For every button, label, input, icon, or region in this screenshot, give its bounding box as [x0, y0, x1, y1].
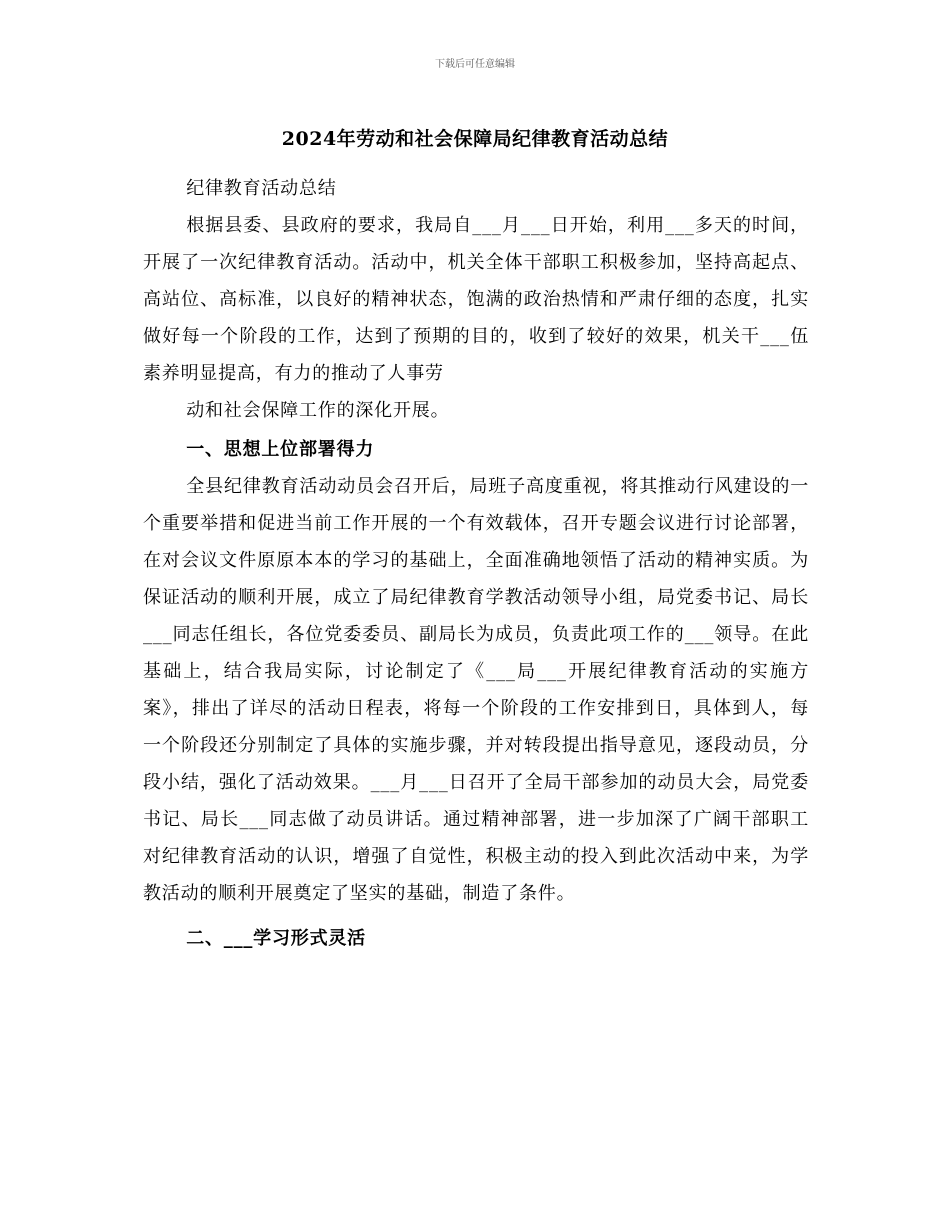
- document-title: 2024年劳动和社会保障局纪律教育活动总结: [281, 128, 669, 150]
- header-note: 下载后可任意编辑: [435, 59, 515, 70]
- section-heading-1: 一、思想上位部署得力: [186, 439, 375, 460]
- document-body: [143, 170, 809, 957]
- section-heading-2: 二、___学习形式灵活: [186, 928, 366, 949]
- paragraph-intro: 根据县委、县政府的要求，我局自___月___日开始，利用___多天的时间，开展了一次纪律教育活动。活动中，机关全体干部职工积极参加，坚持高起点、高站位、高标准，以良好的精神状态，饱满的政治热情和严肃仔细的态度，扎实做好每一个阶段的工作，达到了预期的目的，收到了较好的效果，机关干___伍素养明显提高，有力的推动了人事劳: [143, 215, 809, 384]
- paragraph-section-1: 全县纪律教育活动动员会召开后，局班子高度重视，将其推动行风建设的一个重要举措和促进当前工作开展的一个有效载体，召开专题会议进行讨论部署，在对会议文件原原本本的学习的基础上，全面准确地领悟了活动的精神实质。为保证活动的顺利开展，成立了局纪律教育学教活动领导小组，局党委书记、局长___同志任组长，各位党委委员、副局长为成员，负责此项工作的___领导。在此基础上，结合我局实际，讨论制定了《___局___开展纪律教育活动的实施方案》，排出了详尽的活动日程表，将每一个阶段的工作安排到日，具体到人，每一个阶段还分别制定了具体的实施步骤，并对转段提出指导意见，逐段动员，分段小结，强化了活动效果。___月___日召开了全局干部参加的动员大会，局党委书记、局长___同志做了动员讲话。通过精神部署，进一步加深了广阔干部职工对纪律教育活动的认识，增强了自觉性，积极主动的投入到此次活动中来，为学教活动的顺利开展奠定了坚实的基础，制造了条件。: [143, 476, 809, 904]
- paragraph-intro-continued: 动和社会保障工作的深化开展。: [186, 400, 450, 421]
- paragraph-subtitle: 纪律教育活动总结: [186, 178, 337, 199]
